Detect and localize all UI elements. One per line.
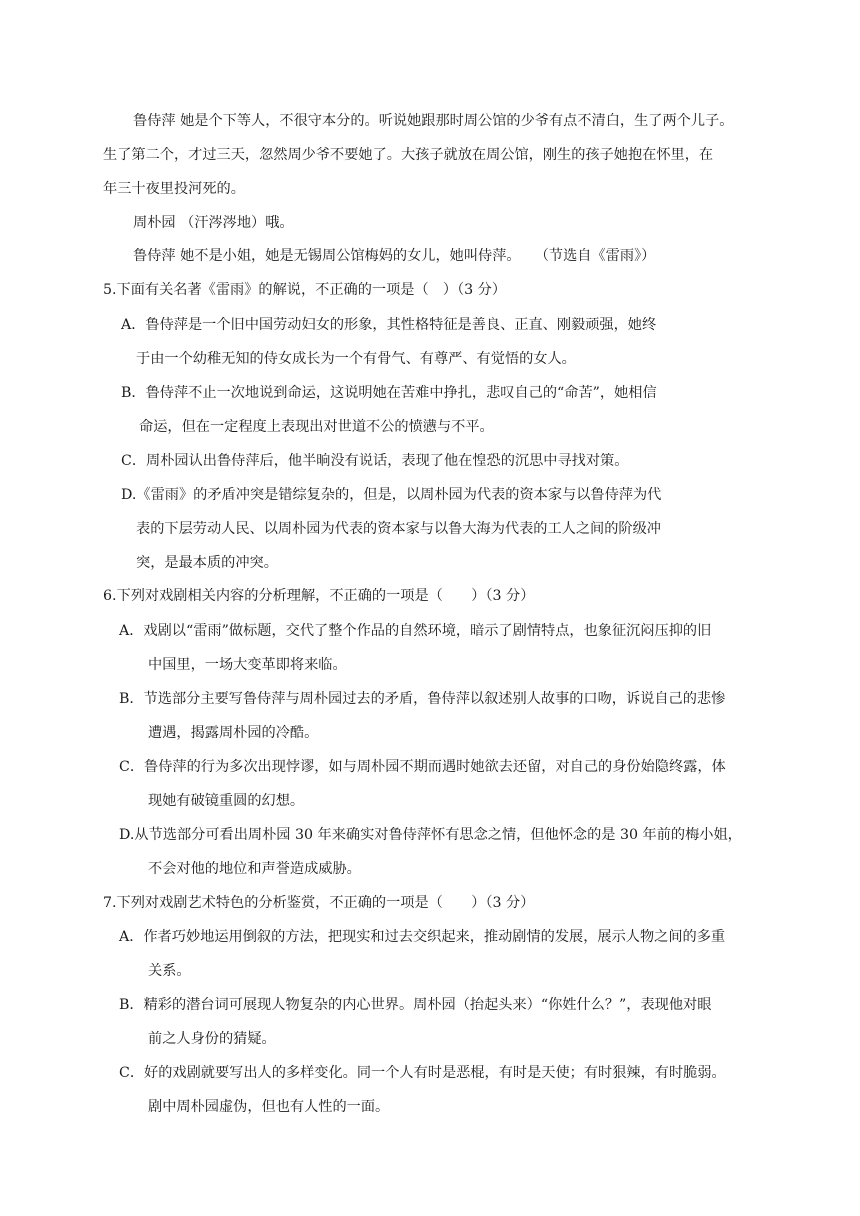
q6-option-c-cont: 现她有破镜重圆的幻想。 bbox=[148, 793, 305, 809]
q6-option-c: C．鲁侍萍的行为多次出现悖谬，如与周朴园不期而遇时她欲去还留，对自己的身份始隐终露，体 bbox=[119, 759, 726, 775]
q7-option-b-cont: 前之人身份的猜疑。 bbox=[148, 1031, 276, 1047]
passage-line: 鲁侍萍 她不是小姐，她是无锡周公馆梅妈的女儿，她叫侍萍。 （节选自《雷雨》） bbox=[133, 248, 656, 264]
passage-line: 周朴园 （汗涔涔地）哦。 bbox=[133, 215, 294, 231]
passage-line: 鲁侍萍 她是个下等人，不很守本分的。听说她跟那时周公馆的少爷有点不清白，生了两个儿子。 bbox=[133, 113, 734, 129]
q5-option-d: D.《雷雨》的矛盾冲突是错综复杂的，但是，以周朴园为代表的资本家与以鲁侍萍为代 bbox=[121, 487, 662, 503]
question-5-stem: 5.下面有关名著《雷雨》的解说，不正确的一项是（ ）（3 分） bbox=[103, 282, 507, 298]
q6-option-b-cont: 遭遇，揭露周朴园的冷酷。 bbox=[148, 725, 319, 741]
q5-option-b-cont: 命运，但在一定程度上表现出对世道不公的愤懑与不平。 bbox=[139, 419, 494, 435]
q5-option-c: C．周朴园认出鲁侍萍后，他半晌没有说话，表现了他在惶恐的沉思中寻找对策。 bbox=[121, 453, 629, 469]
q7-option-c-cont: 剧中周朴园虚伪，但也有人性的一面。 bbox=[148, 1099, 390, 1115]
passage-line: 生了第二个，才过三天，忽然周少爷不要她了。大孩子就放在周公馆，刚生的孩子她抱在怀里，在 bbox=[103, 147, 714, 163]
q6-option-a-cont: 中国里，一场大变革即将来临。 bbox=[148, 657, 347, 673]
q5-option-a: A．鲁侍萍是一个旧中国劳动妇女的形象，其性格特征是善良、正直、刚毅顽强，她终 bbox=[121, 317, 657, 333]
q5-option-b: B．鲁侍萍不止一次地说到命运，这说明她在苦难中挣扎，悲叹自己的“命苦”，她相信 bbox=[121, 385, 657, 401]
q7-option-a: A．作者巧妙地运用倒叙的方法，把现实和过去交织起来，推动剧情的发展，展示人物之间的多重 bbox=[119, 929, 726, 945]
q5-option-d-cont: 突，是最本质的冲突。 bbox=[136, 555, 278, 571]
q6-option-a: A．戏剧以“雷雨”做标题，交代了整个作品的自然环境，暗示了剧情特点，也象征沉闷压抑的旧 bbox=[119, 623, 712, 639]
q7-option-a-cont: 关系。 bbox=[148, 963, 191, 979]
passage-line: 年三十夜里投河死的。 bbox=[103, 181, 245, 197]
question-6-stem: 6.下列对戏剧相关内容的分析理解，不正确的一项是（ ）（3 分） bbox=[103, 588, 535, 604]
q6-option-d: D.从节选部分可看出周朴园 30 年来确实对鲁侍萍怀有思念之情，但他怀念的是 30 年前的梅小姐， bbox=[119, 827, 742, 843]
q5-option-d-cont: 表的下层劳动人民、以周朴园为代表的资本家与以鲁大海为代表的工人之间的阶级冲 bbox=[136, 521, 661, 537]
q6-option-d-cont: 不会对他的地位和声誉造成威胁。 bbox=[148, 861, 361, 877]
q6-option-b: B．节选部分主要写鲁侍萍与周朴园过去的矛盾，鲁侍萍以叙述别人故事的口吻，诉说自己的悲惨 bbox=[119, 691, 726, 707]
question-7-stem: 7.下列对戏剧艺术特色的分析鉴赏，不正确的一项是（ ）（3 分） bbox=[103, 895, 535, 911]
q7-option-c: C．好的戏剧就要写出人的多样变化。同一个人有时是恶棍，有时是天使；有时狠辣，有时脆弱。 bbox=[119, 1065, 726, 1081]
q7-option-b: B．精彩的潜台词可展现人物复杂的内心世界。周朴园（抬起头来）“你姓什么？”，表现他对眼 bbox=[119, 997, 712, 1013]
q5-option-a-cont: 于由一个幼稚无知的侍女成长为一个有骨气、有尊严、有觉悟的女人。 bbox=[136, 351, 576, 367]
